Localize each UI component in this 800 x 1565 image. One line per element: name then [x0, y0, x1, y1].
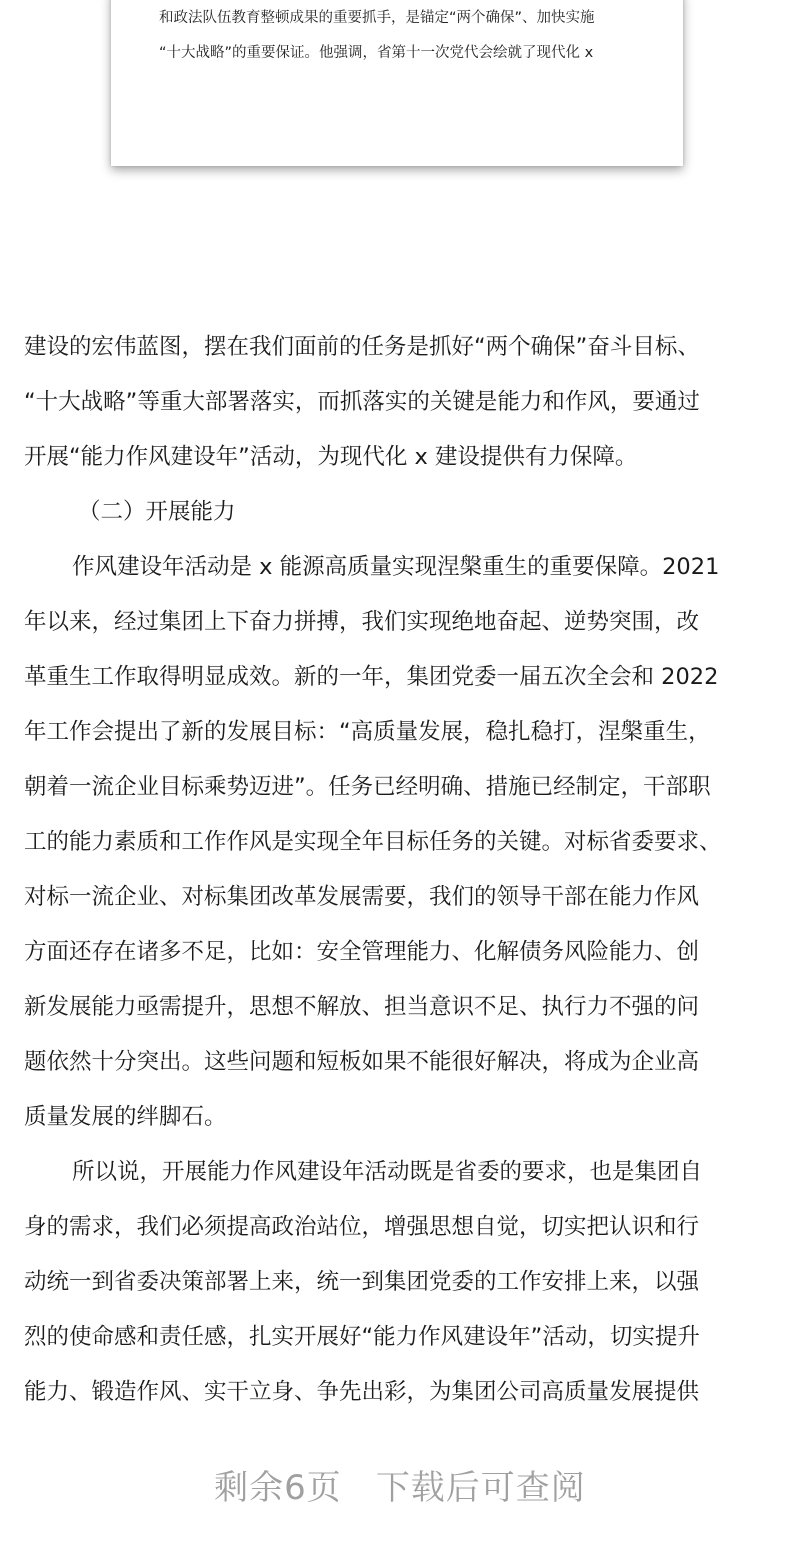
paragraph-line: 动统一到省委决策部署上来，统一到集团党委的工作安排上来，以强	[24, 1269, 700, 1295]
paragraph-line: 朝着一流企业目标乘势迈进”。任务已经明确、措施已经制定，干部职	[24, 774, 711, 800]
paragraph-line: 开展“能力作风建设年”活动，为现代化 x 建设提供有力保障。	[24, 444, 638, 470]
paragraph-line: 建设的宏伟蓝图，摆在我们面前的任务是抓好“两个确保”奋斗目标、	[24, 334, 700, 360]
paragraph-line: 所以说，开展能力作风建设年活动既是省委的要求，也是集团自	[72, 1159, 703, 1185]
paragraph-line: 年以来，经过集团上下奋力拼搏，我们实现绝地奋起、逆势突围，改	[24, 609, 700, 635]
paragraph-line: 身的需求，我们必须提高政治站位，增强思想自觉，切实把认识和行	[24, 1214, 700, 1240]
paragraph-line: 对标一流企业、对标集团改革发展需要，我们的领导干部在能力作风	[24, 884, 700, 910]
download-more-banner[interactable]	[0, 1468, 800, 1508]
paragraph-line: 新发展能力亟需提升，思想不解放、担当意识不足、执行力不强的问	[24, 994, 700, 1020]
download-prompt-label: 下载后可查阅	[375, 1468, 586, 1508]
preview-page-card	[111, 0, 683, 166]
paragraph-line: 方面还存在诸多不足，比如：安全管理能力、化解债务风险能力、创	[24, 939, 700, 965]
paragraph-line: 质量发展的绊脚石。	[24, 1104, 227, 1130]
preview-text-line: 和政法队伍教育整顿成果的重要抓手，是锚定“两个确保”、加快实施	[159, 10, 595, 26]
paragraph-line: 能力、锻造作风、实干立身、争先出彩，为集团公司高质量发展提供	[24, 1379, 700, 1405]
paragraph-line: 烈的使命感和责任感，扎实开展好“能力作风建设年”活动，切实提升	[24, 1324, 700, 1350]
paragraph-line: 革重生工作取得明显成效。新的一年，集团党委一届五次全会和 2022	[24, 664, 719, 690]
remaining-pages-label: 剩余6页	[214, 1468, 342, 1508]
paragraph-line: 作风建设年活动是 x 能源高质量实现涅槃重生的重要保障。2021	[72, 554, 720, 580]
section-heading: （二）开展能力	[78, 499, 236, 525]
paragraph-line: 题依然十分突出。这些问题和短板如果不能很好解决，将成为企业高	[24, 1049, 700, 1075]
paragraph-line: “十大战略”等重大部署落实，而抓落实的关键是能力和作风，要通过	[24, 389, 700, 415]
preview-text-line: “十大战略”的重要保证。他强调，省第十一次党代会绘就了现代化 x	[159, 45, 594, 61]
paragraph-line: 工的能力素质和工作作风是实现全年目标任务的关键。对标省委要求、	[24, 829, 722, 855]
paragraph-line: 年工作会提出了新的发展目标：“高质量发展，稳扎稳打，涅槃重生，	[24, 719, 711, 745]
